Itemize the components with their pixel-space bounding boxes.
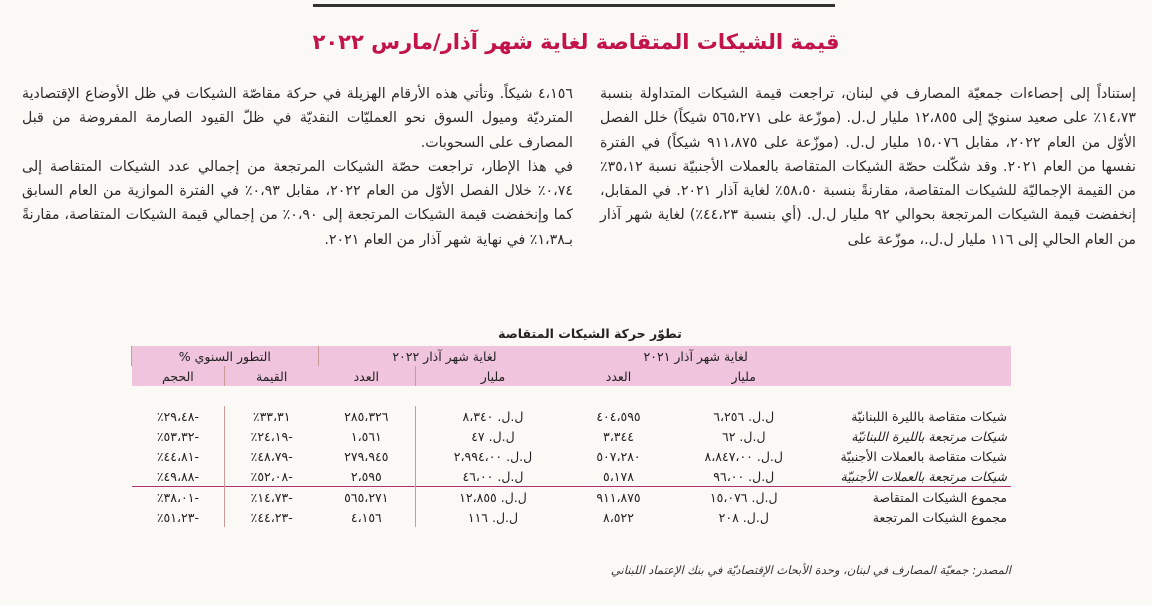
- cell-b2022: ل.ل. ١٢،٨٥٥: [415, 487, 570, 508]
- header-billion-2022: مليار: [415, 366, 570, 386]
- paragraph: في هذا الإطار، تراجعت حصّة الشيكات المرتجعة من إجمالي عدد الشيكات المتقاصة إلى ٠،٧٤٪ خلال الفصل الأوّل من العام ٢٠٢٢، مقابل ٠،٩٣٪ في الفترة الموازية من العام السابق كما وإنخفضت قيمة الشيكات المرتجعة إلى ٠،٩٠٪ من إجمالي قيمة الشيكات المتقاصة، مقارنةً بـ١،٣٨٪ في نهاية شهر آذار من العام ٢٠٢١.: [22, 158, 573, 248]
- table-spacer: [132, 386, 1012, 406]
- cell-value: -٤٤،٢٣٪: [225, 507, 318, 527]
- cell-b2021: ل.ل. ٦،٢٥٦: [713, 408, 775, 424]
- header-count-2022: العدد: [318, 366, 415, 386]
- cheques-table: [131, 346, 1011, 527]
- cell-c2021: ٨،٥٢٢: [603, 509, 634, 525]
- table-row: [132, 466, 1012, 487]
- cell-b2021: ل.ل. ٩٦،٠٠: [713, 468, 775, 484]
- cell-b2022: ل.ل. ١١٦: [415, 507, 570, 527]
- article-title: قيمة الشيكات المتقاصة لغاية شهر آذار/مارس ٢٠٢٢: [312, 30, 840, 54]
- article-column-right: [600, 82, 1136, 252]
- cell-c2022: ٢٧٩،٩٤٥: [344, 448, 389, 464]
- row-label: شيكات متقاصة بالعملات الأجنبيّة: [840, 448, 1007, 464]
- row-label: شيكات مرتجعة بالعملات الأجنبيّة: [840, 468, 1007, 484]
- cell-b2022: ل.ل. ٢،٩٩٤،٠٠: [415, 446, 570, 466]
- cell-c2022: ٥٦٥،٢٧١: [318, 487, 415, 508]
- cell-volume: -٢٩،٤٨٪: [156, 408, 199, 424]
- paragraph: ٤،١٥٦ شيكاً. وتأتي هذه الأرقام الهزيلة في حركة مقاصّة الشيكات في ظل الأوضاع الإقتصادية المترديّة وميول السوق نحو العمليّات النقديّة في ظلّ القيود الصارمة المفروضة من قبل المصارف على السحوبات.: [22, 86, 573, 151]
- cell-c2021: ٣،٣٤٤: [603, 428, 634, 444]
- header-billion-2021: مليار: [667, 366, 821, 386]
- table-header-sub: [132, 366, 1012, 386]
- header-empty: [821, 366, 1011, 386]
- table-header-groups: [132, 346, 1012, 366]
- cell-value: ٣٣،٣١٪: [225, 406, 318, 426]
- header-2022: لغاية شهر آذار ٢٠٢٢: [318, 346, 570, 366]
- table-row: [132, 507, 1012, 527]
- cell-b2022: ل.ل. ٨،٣٤٠: [415, 406, 570, 426]
- cell-b2021: ل.ل. ١٥،٠٧٦: [667, 487, 821, 508]
- cell-volume: -٤٤،٨١٪: [156, 448, 199, 464]
- table-row: [132, 406, 1012, 426]
- cell-value: -٤٨،٧٩٪: [225, 446, 318, 466]
- article-column-left: [22, 82, 573, 252]
- table-title: تطوّر حركة الشيكات المتقاصة: [498, 326, 682, 341]
- cell-b2021: ل.ل. ٢٠٨: [718, 509, 769, 525]
- cell-b2022: ل.ل. ٤٧: [415, 426, 570, 446]
- cell-b2021: ل.ل. ٦٢: [722, 428, 766, 444]
- cell-volume: -٣٨،٠١٪: [132, 487, 225, 508]
- cell-volume: -٤٩،٨٨٪: [156, 468, 199, 484]
- cell-c2021: ٩١١،٨٧٥: [570, 487, 666, 508]
- cell-c2022: ٢،٥٩٥: [350, 468, 382, 484]
- cell-c2022: ١،٥٦١: [350, 428, 382, 444]
- header-count-2021: العدد: [570, 366, 666, 386]
- table-row: [132, 487, 1012, 508]
- table-row: [132, 446, 1012, 466]
- row-label: شيكات مرتجعة بالليرة اللبنانيّة: [851, 428, 1007, 444]
- header-value: القيمة: [225, 366, 318, 386]
- row-label: مجموع الشيكات المرتجعة: [872, 509, 1007, 525]
- paragraph: إستناداً إلى إحصاءات جمعيّة المصارف في لبنان، تراجعت قيمة الشيكات المتداولة بنسبة ١٤،٧٣٪ على صعيد سنويّ إلى ١٢،٨٥٥ مليار ل.ل. (موزّعة على ٥٦٥،٢٧١ شيكاً) خلل الفصل الأوّل من العام ٢٠٢٢، مقابل ١٥،٠٧٦ مليار ل.ل. (موزّعة على ٩١١،٨٧٥ شيكاً) في الفترة نفسها من العام ٢٠٢١. وقد شكّلت حصّة الشيكات المتقاصة بالعملات الأجنبيّة نسبة ٣٥،١٢٪ من القيمة الإجماليّة للشيكات المتقاصة، مقارنةً بنسبة ٥٨،٥٠٪ لغاية آذار ٢٠٢١. في المقابل، إنخفضت قيمة الشيكات المرتجعة بحوالي ٩٢ مليار ل.ل. (أي بنسبة ٤٤،٢٣٪) لغاية شهر آذار من العام الحالي إلى ١١٦ مليار ل.ل.، موزّعة على: [600, 86, 1137, 248]
- cell-value: -٢٤،١٩٪: [225, 426, 318, 446]
- header-empty: [821, 346, 1011, 366]
- row-label: شيكات متقاصة بالليرة اللبنانيّة: [851, 408, 1007, 424]
- cell-c2022: ٤،١٥٦: [350, 509, 382, 525]
- cell-value: -٥٢،٠٨٪: [225, 466, 318, 487]
- header-change: التطور السنوي %: [132, 346, 319, 366]
- row-label: مجموع الشيكات المتقاصة: [821, 487, 1011, 508]
- cell-b2021: ل.ل. ٨،٨٤٧،٠٠: [704, 448, 783, 464]
- table-row: [132, 426, 1012, 446]
- cell-c2021: ٥،١٧٨: [603, 468, 634, 484]
- cell-c2022: ٢٨٥،٣٢٦: [344, 408, 389, 424]
- header-volume: الحجم: [132, 366, 225, 386]
- cell-volume: -٥٣،٣٢٪: [156, 428, 199, 444]
- cell-c2021: ٥٠٧،٢٨٠: [596, 448, 641, 464]
- cell-volume: -٥١،٢٣٪: [156, 509, 199, 525]
- table-source: المصدر: جمعيّة المصارف في لبنان، وحدة الأبحاث الإقتصاديّة في بنك الإعتماد اللبناني: [610, 563, 1011, 577]
- top-rule: [313, 4, 835, 7]
- cell-value: -١٤،٧٣٪: [225, 487, 318, 508]
- cell-b2022: ل.ل. ٤٦،٠٠: [415, 466, 570, 487]
- header-2021: لغاية شهر آذار ٢٠٢١: [570, 346, 821, 366]
- cell-c2021: ٤٠٤،٥٩٥: [596, 408, 641, 424]
